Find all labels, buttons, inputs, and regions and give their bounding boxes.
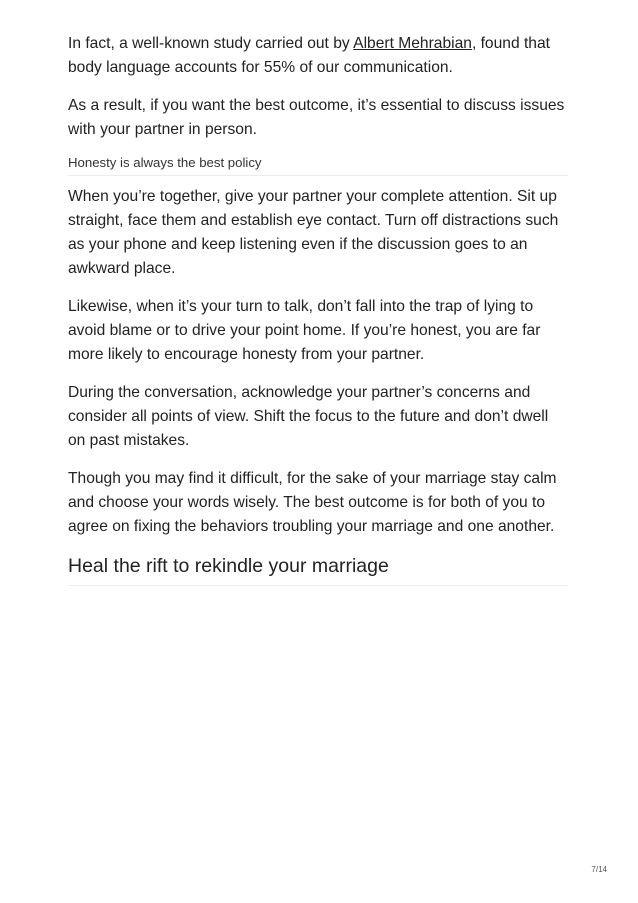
albert-mehrabian-link[interactable]: Albert Mehrabian: [353, 35, 472, 52]
document-body: [68, 32, 568, 586]
paragraph-text: , found that body language accounts for 55% of our communication.: [68, 35, 550, 76]
paragraph-in-person: As a result, if you want the best outcome, it’s essential to discuss issues with your partner in person.: [68, 97, 565, 138]
section-heading-heal-rift: Heal the rift to rekindle your marriage: [68, 553, 568, 586]
paragraph-honesty: Likewise, when it’s your turn to talk, don’t fall into the trap of lying to avoid blame or to drive your point home. If you’re honest, you are far more likely to encourage honesty from your partner.: [68, 298, 541, 363]
paragraph-stay-calm: Though you may find it difficult, for the sake of your marriage stay calm and choose your words wisely. The best outcome is for both of you to agree on fixing the behaviors troubling your marriage and one another.: [68, 470, 557, 535]
paragraph-mehrabian: [68, 32, 568, 80]
subheading-honesty: Honesty is always the best policy: [68, 154, 568, 176]
paragraph-conversation: During the conversation, acknowledge your partner’s concerns and consider all points of view. Shift the focus to the future and don’t dwell on past mistakes.: [68, 384, 549, 449]
page-number: 7/14: [591, 865, 607, 874]
paragraph-text: In fact, a well-known study carried out by: [68, 35, 354, 52]
paragraph-attention: When you’re together, give your partner your complete attention. Sit up straight, face them and establish eye contact. Turn off distractions such as your phone and keep listening even if the discussion goes to an awkward place.: [68, 188, 559, 277]
